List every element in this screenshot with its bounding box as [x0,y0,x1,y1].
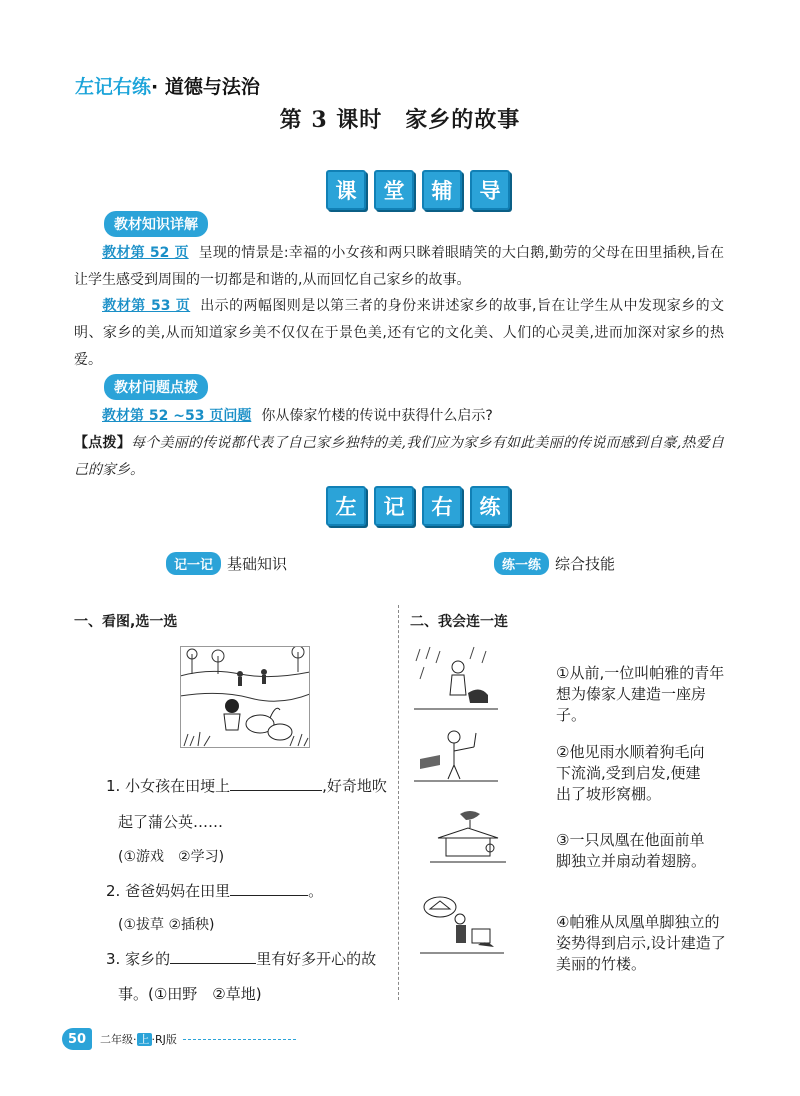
q1-suffix: ,好奇地吹 [322,777,387,795]
grade-semester: 上 [138,1033,150,1046]
page-number: 50 [62,1028,92,1050]
banner-practice [326,486,510,526]
subhead-basic [166,552,287,575]
textbook-text-52: 呈现的情景是:幸福的小女孩和两只眯着眼睛笑的大白鹅,勤劳的父母在田里插秧,旨在让学生感受到周围的一切都是和谐的,从而回忆自己家乡的故事。 [74,245,724,288]
question-line [74,403,724,430]
q2-prefix: 2. 爸爸妈妈在田里 [106,882,231,900]
part1-title: 一、看图,选一选 [74,614,178,630]
badge-practice: 练一练 [494,552,549,575]
q2-blank[interactable] [230,881,308,896]
footer-dots [183,1039,296,1040]
match-item-2: ②他见雨水顺着狗毛向下流淌,受到启发,便建出了坡形窝棚。 [556,743,705,803]
textbook-ref-53: 教材第 53 页 [102,298,191,314]
q1-blank[interactable] [230,776,322,791]
brand-series: 左记右练 [75,76,152,98]
subhead-basic-text: 基础知识 [227,555,288,573]
textbook-text-53: 出示的两幅图则是以第三者的身份来讲述家乡的故事,旨在让学生从中发现家乡的文明、家乡的美,从而知道家乡美不仅仅在于景色美,还有它的文化美、人们的心灵美,进而加深对家乡的热爱。 [74,298,724,368]
q3-line-2: 事。(①田野 ②草地) [118,985,262,1003]
q1-options: (①游戏 ②学习) [118,849,225,865]
textbook-para-2 [74,293,724,374]
brand-title [75,72,260,99]
question-3 [106,948,376,969]
q2-suffix: 。 [308,882,324,900]
question-2 [106,880,323,901]
match-item-4: ④帕雅从凤凰单脚独立的姿势得到启示,设计建造了美丽的竹楼。 [556,913,726,973]
q3-suffix: 里有好多开心的故 [256,950,377,968]
q1-line-2: 起了蒲公英…… [118,813,224,831]
tip-text: 每个美丽的传说都代表了自己家乡独特的美,我们应为家乡有如此美丽的传说而感到自豪,热爱自己的家乡。 [74,435,724,478]
section-label-textbook: 教材知识详解 [104,211,208,237]
tip-para [74,430,724,484]
lesson-title: 第 3 课时 家乡的故事 [279,107,521,133]
page-footer [62,1026,302,1052]
picture-bamboo-house [420,893,504,959]
grade-pre: 二年级· [100,1033,137,1046]
grade-label [100,1031,177,1047]
section-label-questions: 教材问题点拨 [104,374,208,400]
banner-tile: 辅 [422,170,462,210]
question-text: 你从傣家竹楼的传说中获得什么启示? [261,408,493,424]
brand-subject: · 道德与法治 [151,76,260,98]
banner-tile: 记 [374,486,414,526]
q3-prefix: 3. 家乡的 [106,950,171,968]
column-divider [398,605,399,1000]
grade-post: ·RJ版 [151,1033,177,1046]
countryside-illustration [180,646,310,748]
match-item-3: ③一只凤凰在他面前单脚独立并扇动着翅膀。 [556,831,707,870]
question-ref: 教材第 52 ~53 页问题 [102,408,252,424]
banner-tile: 左 [326,486,366,526]
match-item-1: ①从前,一位叫帕雅的青年想为傣家人建造一座房子。 [556,664,725,724]
subhead-skills [494,552,615,575]
q2-options: (①拔草 ②插秧) [118,917,215,933]
banner-tile: 堂 [374,170,414,210]
banner-classroom [326,170,510,210]
banner-tile: 练 [470,486,510,526]
banner-tile: 导 [470,170,510,210]
tip-key: 【点拨】 [74,435,131,451]
subhead-skills-text: 综合技能 [555,555,616,573]
textbook-ref-52: 教材第 52 页 [102,245,189,261]
picture-hut [414,725,498,785]
q1-prefix: 1. 小女孩在田埂上 [106,777,231,795]
question-1 [106,775,387,796]
textbook-para-1 [74,240,724,294]
q3-blank[interactable] [170,949,256,964]
picture-phoenix [430,808,506,866]
badge-remember: 记一记 [166,552,221,575]
banner-tile: 课 [326,170,366,210]
banner-tile: 右 [422,486,462,526]
part2-title: 二、我会连一连 [410,614,508,630]
picture-rain-dog [414,645,498,713]
